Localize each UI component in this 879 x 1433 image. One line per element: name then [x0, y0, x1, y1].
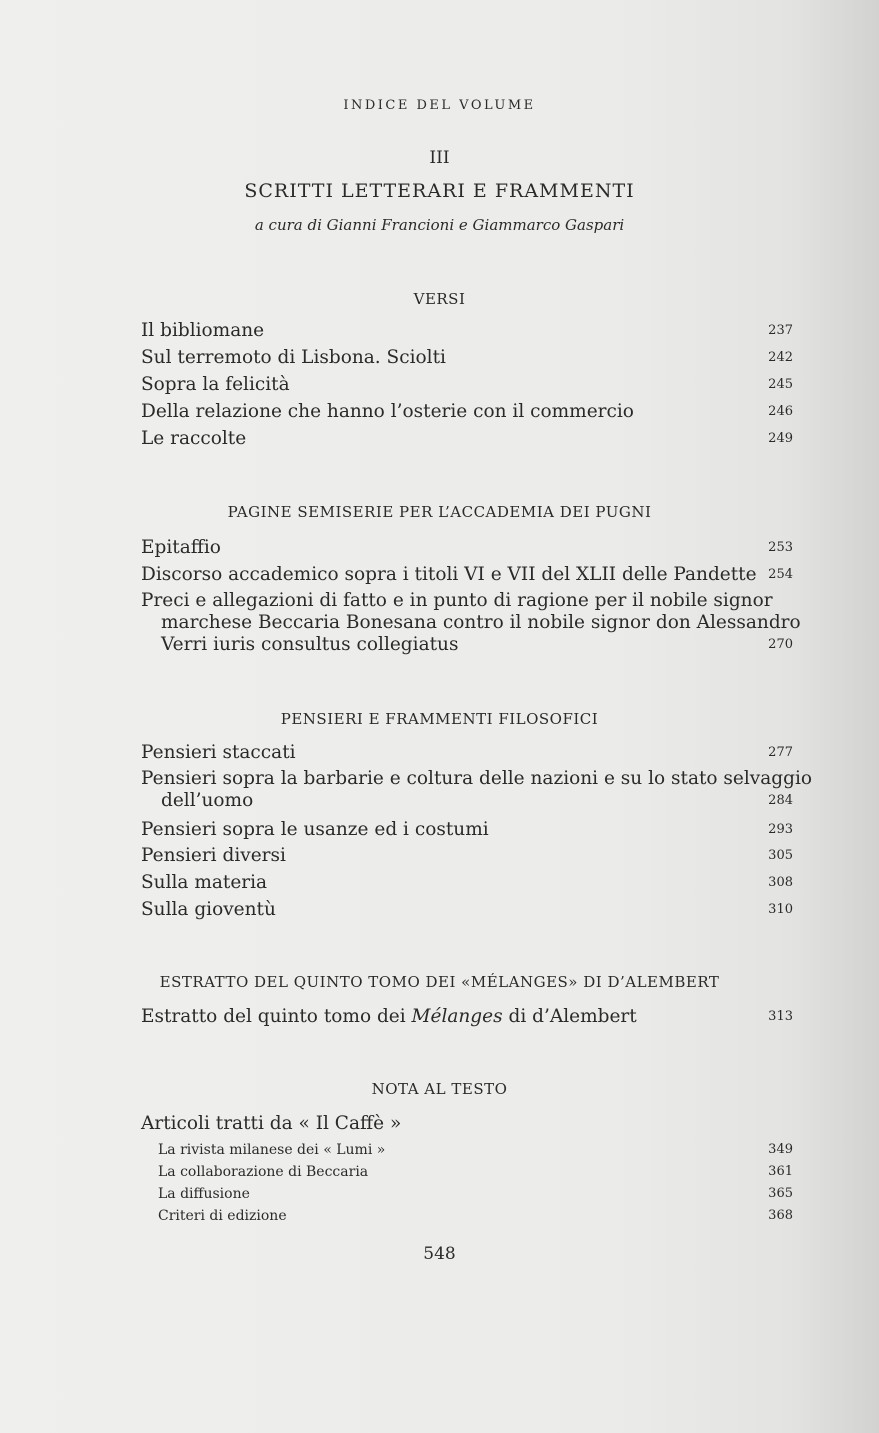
- toc-sub-entry[interactable]: [158, 1184, 793, 1204]
- toc-sub-entry[interactable]: [158, 1162, 793, 1182]
- part-heading-estratto: ESTRATTO DEL QUINTO TOMO DEI «MÉLANGES» DI D’ALEMBERT: [159, 973, 720, 991]
- toc-entry-multiline[interactable]: [141, 768, 813, 812]
- entry-title-line: marchese Beccaria Bonesana contro il nobile signor don Alessandro: [161, 612, 801, 633]
- page-number: 249: [768, 431, 793, 446]
- part-heading-nota: NOTA AL TESTO: [371, 1080, 508, 1098]
- entry-title: La rivista milanese dei « Lumi »: [158, 1142, 386, 1158]
- entry-title-pre: Estratto del quinto tomo dei: [141, 1006, 412, 1027]
- toc-entry[interactable]: [141, 347, 793, 369]
- toc-entry-multiline[interactable]: [141, 590, 801, 656]
- toc-entry[interactable]: [141, 428, 793, 450]
- editors-credit: a cura di Gianni Francioni e Giammarco Gaspari: [254, 216, 625, 234]
- page-number: 254: [768, 567, 793, 582]
- toc-entry[interactable]: [141, 845, 793, 867]
- page-number: 368: [768, 1208, 793, 1223]
- part-heading-pensieri: PENSIERI E FRAMMENTI FILOSOFICI: [280, 710, 599, 728]
- toc-entry[interactable]: [141, 1006, 793, 1028]
- toc-entry[interactable]: [141, 564, 793, 586]
- page-number: 365: [768, 1186, 793, 1201]
- entry-title: La collaborazione di Beccaria: [158, 1164, 369, 1180]
- section-title: SCRITTI LETTERARI E FRAMMENTI: [244, 180, 635, 202]
- page-number: 308: [768, 875, 793, 890]
- entry-title: Pensieri staccati: [141, 742, 296, 763]
- part-heading-versi: VERSI: [413, 290, 466, 308]
- toc-sub-entry[interactable]: [158, 1140, 793, 1160]
- part-heading-pagine-semiserie: PAGINE SEMISERIE PER L’ACCADEMIA DEI PUGNI: [227, 503, 652, 521]
- entry-title: Sul terremoto di Lisbona. Sciolti: [141, 347, 446, 368]
- group-title: Articoli tratti da « Il Caffè »: [141, 1113, 402, 1134]
- toc-entry[interactable]: [141, 899, 793, 921]
- entry-title: Sulla materia: [141, 872, 268, 893]
- page-number: 284: [768, 793, 793, 808]
- toc-entry[interactable]: [141, 742, 793, 764]
- entry-title: Epitaffio: [141, 537, 221, 558]
- entry-title: Criteri di edizione: [158, 1208, 287, 1224]
- entry-title: Pensieri sopra le usanze ed i costumi: [141, 819, 489, 840]
- entry-title-italic: Mélanges: [411, 1006, 503, 1027]
- running-head: INDICE DEL VOLUME: [343, 98, 536, 113]
- entry-title: Della relazione che hanno l’osterie con il commercio: [141, 401, 634, 422]
- page-number: 293: [768, 822, 793, 837]
- entry-title-line: Verri iuris consultus collegiatus: [161, 634, 459, 655]
- entry-title-line: Preci e allegazioni di fatto e in punto di ragione per il nobile signor: [141, 590, 773, 611]
- entry-title-post: di d’Alembert: [502, 1006, 637, 1027]
- page-number: 270: [768, 637, 793, 652]
- page-number: 245: [768, 377, 793, 392]
- section-number: III: [429, 148, 450, 168]
- toc-entry[interactable]: [141, 374, 793, 396]
- folio-page-number: 548: [423, 1244, 456, 1264]
- toc-entry[interactable]: [141, 819, 793, 841]
- entry-title-line: dell’uomo: [161, 790, 254, 811]
- entry-title: Pensieri diversi: [141, 845, 286, 866]
- entry-title: Discorso accademico sopra i titoli VI e VII del XLII delle Pandette: [141, 564, 757, 585]
- toc-entry[interactable]: [141, 872, 793, 894]
- toc-group-heading: [141, 1113, 793, 1135]
- entry-title: Sopra la felicità: [141, 374, 290, 395]
- entry-title: La diffusione: [158, 1186, 250, 1202]
- entry-title-line: Pensieri sopra la barbarie e coltura delle nazioni e su lo stato selvaggio: [141, 768, 813, 789]
- page-number: 253: [768, 540, 793, 555]
- page-number: 349: [768, 1142, 793, 1157]
- page-number: 237: [768, 323, 793, 338]
- entry-title: Sulla gioventù: [141, 899, 276, 920]
- toc-entry[interactable]: [141, 401, 793, 423]
- page-number: 310: [768, 902, 793, 917]
- page-number: 305: [768, 848, 793, 863]
- page-number: 242: [768, 350, 793, 365]
- page-number: 277: [768, 745, 793, 760]
- page-number: 361: [768, 1164, 793, 1179]
- toc-sub-entry[interactable]: [158, 1206, 793, 1226]
- page-number: 313: [768, 1009, 793, 1024]
- toc-entry[interactable]: [141, 537, 793, 559]
- entry-title: Il bibliomane: [141, 320, 265, 341]
- entry-title: Le raccolte: [141, 428, 247, 449]
- page-number: 246: [768, 404, 793, 419]
- toc-entry[interactable]: [141, 320, 793, 342]
